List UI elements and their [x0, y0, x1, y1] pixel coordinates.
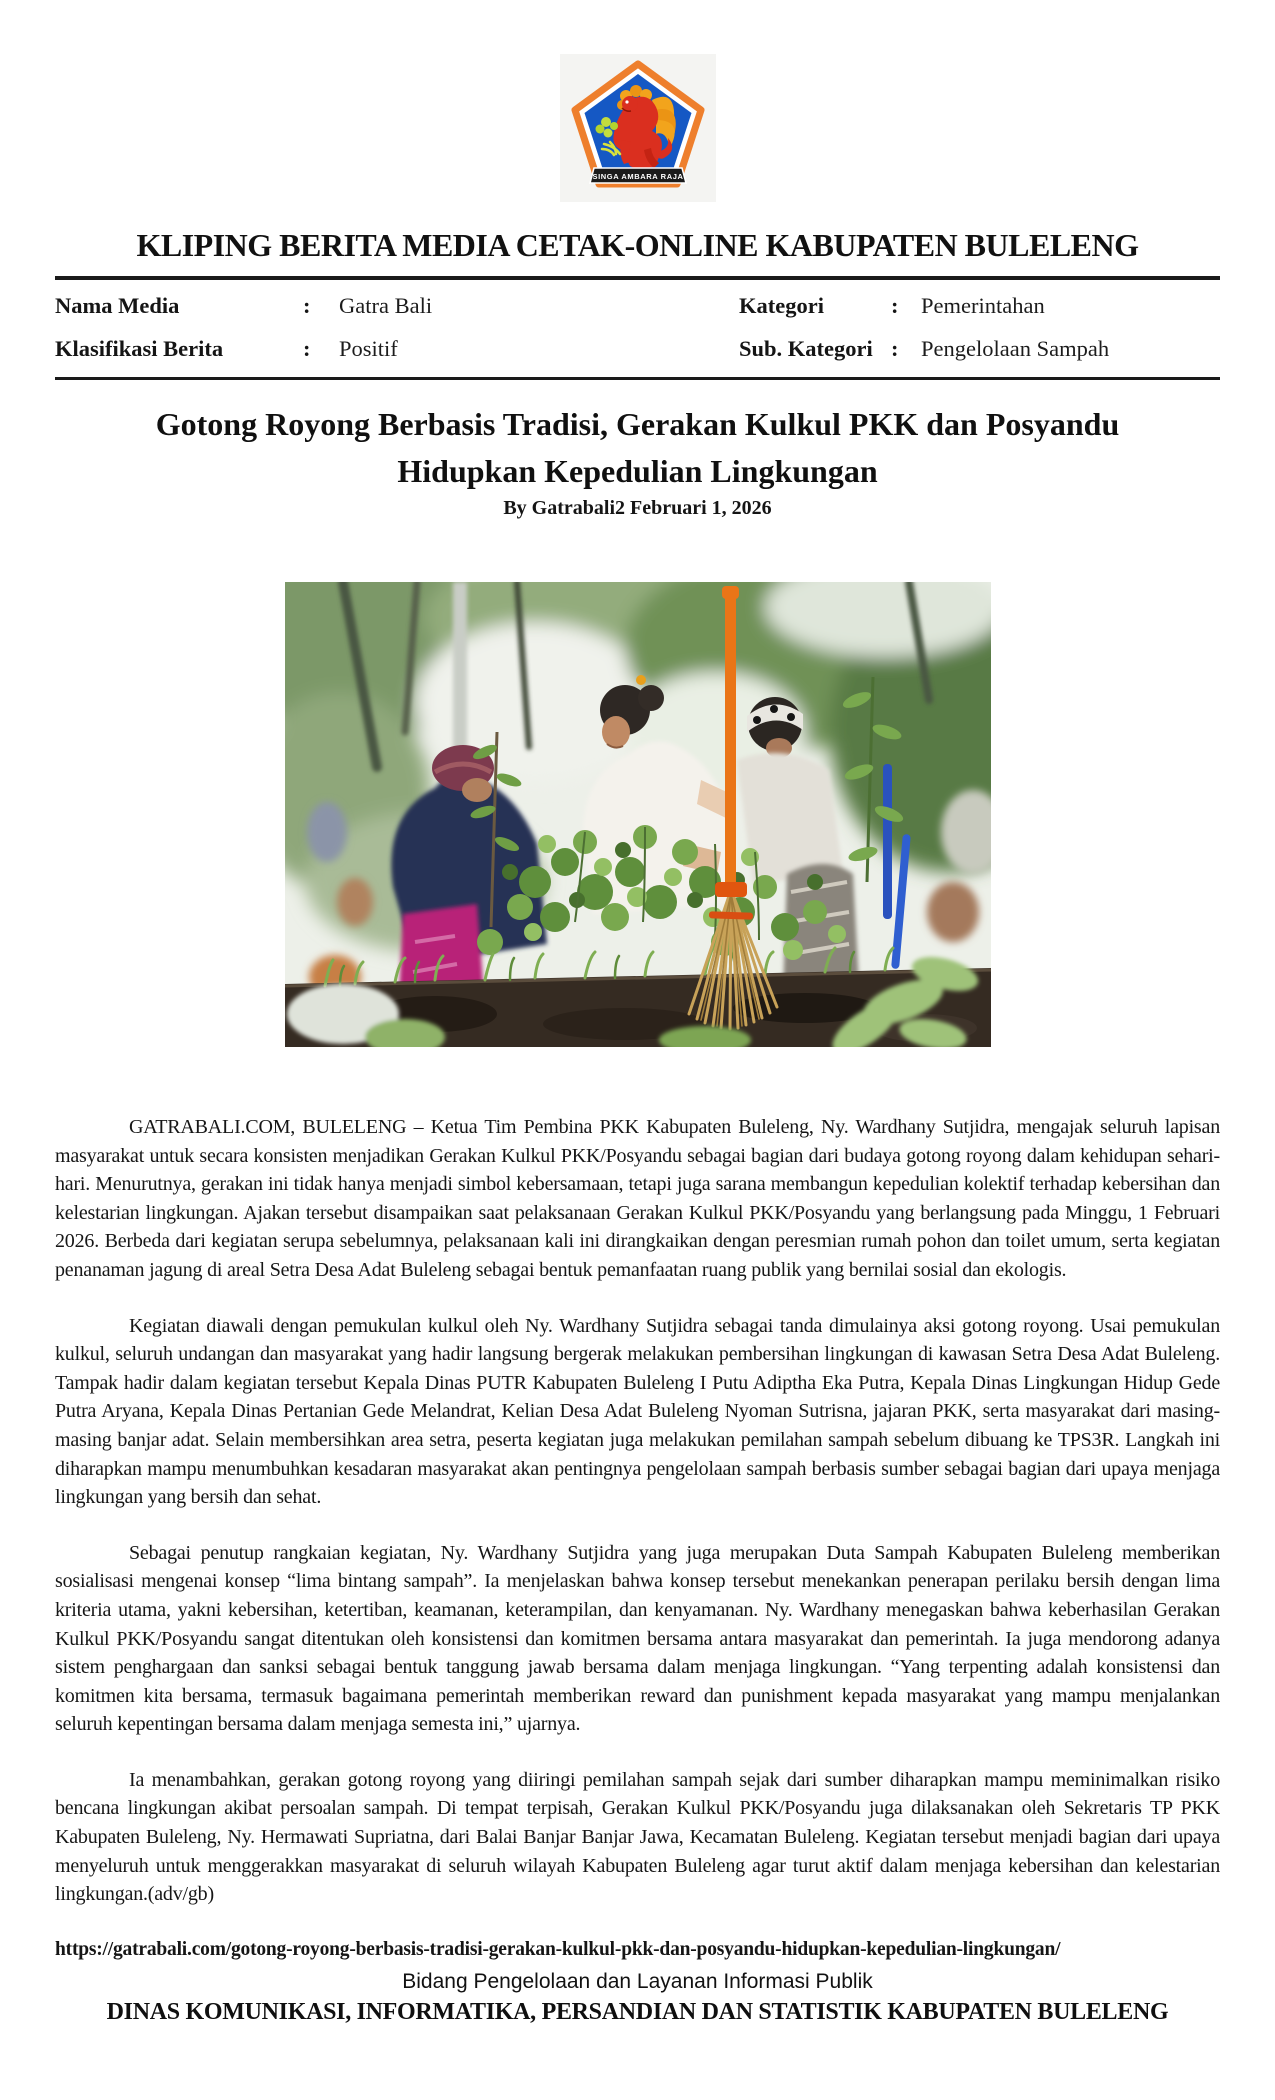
page-title: KLIPING BERITA MEDIA CETAK-ONLINE KABUPATEN BULELENG — [136, 227, 1139, 263]
meta-separator: : — [303, 293, 311, 318]
article-title-line2: Hidupkan Kepedulian Lingkungan — [397, 453, 878, 489]
article-paragraph-2: Kegiatan diawali dengan pemukulan kulkul oleh Ny. Wardhany Sutjidra sebagai tanda dimulainya aksi gotong royong. Usai pemukulan kulkul, seluruh undangan dan masyarakat yang hadir langsung bergerak melakukan pembersihan lingkungan di kawasan Setra Desa Adat Buleleng. Tampak hadir dalam kegiatan tersebut Kepala Dinas PUTR Kabupaten Buleleng I Putu Adiptha Eka Putra, Kepala Dinas Lingkungan Hidup Gede Putra Aryana, Kepala Dinas Pertanian Gede Melandrat, Kelian Desa Adat Buleleng Nyoman Sutrisna, jajaran PKK, serta masyarakat dari masing-masing banjar adat. Selain membersihkan area setra, peserta kegiatan juga melakukan pemilahan sampah sebelum dibuang ke TPS3R. Langkah ini diharapkan mampu menumbuhkan kesadaran masyarakat akan pentingnya pengelolaan sampah berbasis sumber sebagai bagian dari upaya menjaga lingkungan yang bersih dan sehat. — [55, 1314, 1220, 1509]
meta-value-sub-kategori: Pengelolaan Sampah — [921, 336, 1110, 361]
article-paragraph-3: Sebagai penutup rangkaian kegiatan, Ny. Wardhany Sutjidra yang juga merupakan Duta Sampah Kabupaten Buleleng memberikan sosialisasi mengenai konsep “lima bintang sampah”. Ia menjelaskan bahwa konsep tersebut menekankan penerapan perilaku bersih dengan lima kriteria utama, yakni kebersihan, ketertiban, keamanan, keterampilan, dan kenyamanan. Ny. Wardhany menegaskan bahwa keberhasilan Gerakan Kulkul PKK/Posyandu sangat ditentukan oleh konsistensi dan komitmen bersama antara masyarakat dan pemerintah. Ia juga mendorong adanya sistem penghargaan dan sanksi sebagai bentuk tanggung jawab bersama dalam menjaga lingkungan. “Yang terpenting adalah konsistensi dan komitmen kita bersama, termasuk bagaimana pemerintah memberikan reward dan punishment kepada masyarakat yang mampu menjalankan seluruh kepentingan bersama dalam menjaga semesta ini,” ujarnya. — [55, 1541, 1220, 1736]
article-paragraph-4: Ia menambahkan, gerakan gotong royong yang diiringi pemilahan sampah sejak dari sumber diharapkan mampu meminimalkan risiko bencana lingkungan akibat persoalan sampah. Di tempat terpisah, Gerakan Kulkul PKK/Posyandu juga dilaksanakan oleh Sekretaris TP PKK Kabupaten Buleleng, Ny. Hermawati Supriatna, dari Balai Banjar Banjar Jawa, Kecamatan Buleleng. Kegiatan tersebut menjadi bagian dari upaya menyeluruh untuk menggerakkan masyarakat di seluruh wilayah Kabupaten Buleleng agar turut aktif dalam menjaga kebersihan dan kelestarian lingkungan.(adv/gb) — [55, 1768, 1220, 1906]
divider-bottom — [55, 377, 1220, 380]
meta-separator: : — [891, 293, 899, 318]
footer-department: DINAS KOMUNIKASI, INFORMATIKA, PERSANDIAN DAN STATISTIK KABUPATEN BULELENG — [106, 1999, 1169, 2025]
article-photo — [285, 582, 991, 1047]
government-logo — [560, 54, 716, 207]
article-photo-image — [285, 582, 991, 1047]
meta-table — [55, 280, 1220, 377]
article-paragraph-1: GATRABALI.COM, BULELENG – Ketua Tim Pembina PKK Kabupaten Buleleng, Ny. Wardhany Sutjidra, mengajak seluruh lapisan masyarakat untuk secara konsisten menjadikan Gerakan Kulkul PKK/Posyandu sebagai bagian dari budaya gotong royong dalam kehidupan sehari-hari. Menurutnya, gerakan ini tidak hanya menjadi simbol kebersamaan, tetapi juga sarana membangun kepedulian kolektif terhadap kebersihan dan kelestarian lingkungan. Ajakan tersebut disampaikan saat pelaksanaan Gerakan Kulkul PKK/Posyandu yang berlangsung pada Minggu, 1 Februari 2026. Berbeda dari kegiatan serupa sebelumnya, pelaksanaan kali ini dirangkaikan dengan peresmian rumah pohon dan toilet umum, serta kegiatan penanaman jagung di areal Setra Desa Adat Buleleng sebagai bentuk pemanfaatan ruang publik yang bernilai sosial dan ekologis. — [55, 1116, 1220, 1281]
article-byline: By Gatrabali2 Februari 1, 2026 — [503, 497, 772, 519]
page-content — [0, 276, 1275, 1964]
meta-label-kategori: Kategori — [739, 293, 824, 318]
buleleng-crest-icon — [560, 54, 716, 202]
logo-banner-text: SINGA AMBARA RAJA — [591, 172, 684, 181]
meta-separator: : — [891, 336, 899, 361]
meta-value-nama-media: Gatra Bali — [339, 293, 433, 318]
meta-label-sub-kategori: Sub. Kategori — [739, 336, 873, 361]
meta-label-klasifikasi: Klasifikasi Berita — [55, 336, 224, 361]
meta-separator: : — [303, 336, 311, 361]
source-url-link[interactable]: https://gatrabali.com/gotong-royong-berbasis-tradisi-gerakan-kulkul-pkk-dan-posyandu-hidupkan-kepedulian-lingkungan/ — [55, 1938, 1061, 1960]
page-footer — [0, 1970, 1275, 2026]
meta-value-kategori: Pemerintahan — [921, 293, 1045, 318]
article-title — [55, 401, 1220, 495]
footer-division: Bidang Pengelolaan dan Layanan Informasi Publik — [402, 1970, 873, 1993]
meta-value-klasifikasi: Positif — [339, 336, 398, 361]
article-title-line1: Gotong Royong Berbasis Tradisi, Gerakan Kulkul PKK dan Posyandu — [155, 406, 1120, 442]
logo-banner — [590, 168, 686, 183]
article-body — [55, 1113, 1220, 1964]
meta-label-nama-media: Nama Media — [55, 293, 180, 318]
